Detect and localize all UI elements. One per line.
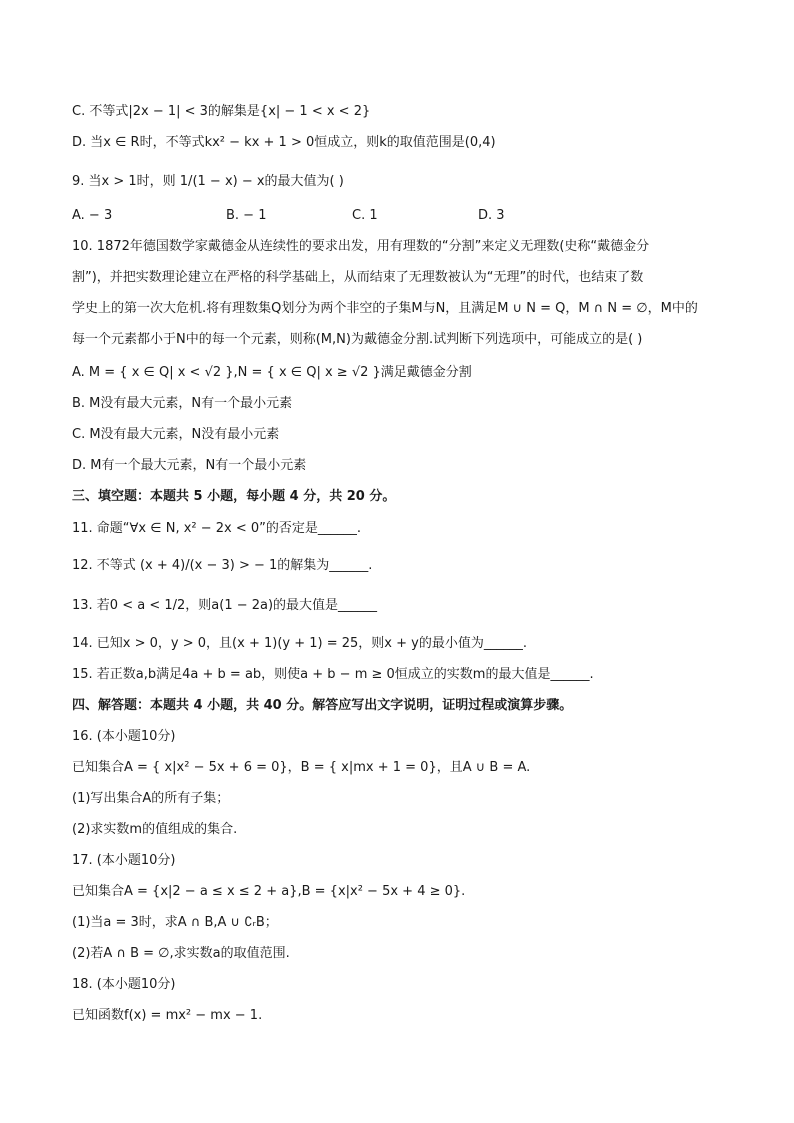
- q9-option-d: D. 3: [478, 208, 505, 223]
- q10-option-b: B. M没有最大元素，N有一个最小元素: [72, 396, 293, 411]
- section-3-heading: 三、填空题：本题共 5 小题，每小题 4 分，共 20 分。: [72, 489, 396, 504]
- q10-option-a: A. M = { x ∈ Q| x < √2 },N = { x ∈ Q| x ≥ √2 }满足戴德金分割: [72, 365, 472, 380]
- question-14: 14. 已知x > 0，y > 0，且(x + 1)(y + 1) = 25，则x + y的最小值为______.: [72, 636, 527, 651]
- question-10-line-4: 每一个元素都小于N中的每一个元素，则称(M,N)为戴德金分割.试判断下列选项中，可能成立的是( ): [72, 332, 643, 347]
- q9-option-b: B. − 1: [226, 208, 267, 223]
- question-16-header: 16. (本小题10分): [72, 729, 176, 744]
- question-10-line-3: 学史上的第一次大危机.将有理数集Q划分为两个非空的子集M与N，且满足M ∪ N = Q，M ∩ N = ∅，M中的: [72, 301, 698, 316]
- q9-option-a: A. − 3: [72, 208, 113, 223]
- q10-option-d: D. M有一个最大元素，N有一个最小元素: [72, 458, 307, 473]
- option-d-k-range: D. 当x ∈ R时，不等式kx² − kx + 1 > 0恒成立，则k的取值范围是(0,4): [72, 135, 496, 150]
- question-17-header: 17. (本小题10分): [72, 853, 176, 868]
- question-17-body: 已知集合A = {x|2 − a ≤ x ≤ 2 + a},B = {x|x² − 5x + 4 ≥ 0}.: [72, 884, 466, 899]
- q9-option-c: C. 1: [352, 208, 378, 223]
- question-17-part-2: (2)若A ∩ B = ∅,求实数a的取值范围.: [72, 946, 290, 961]
- question-15: 15. 若正数a,b满足4a + b = ab，则使a + b − m ≥ 0恒成立的实数m的最大值是______.: [72, 667, 594, 682]
- option-c-inequality: C. 不等式|2x − 1| < 3的解集是{x| − 1 < x < 2}: [72, 104, 371, 119]
- question-13: 13. 若0 < a < 1/2，则a(1 − 2a)的最大值是______: [72, 598, 378, 613]
- question-11: 11. 命题“∀x ∈ N, x² − 2x < 0”的否定是______.: [72, 521, 362, 536]
- section-4-heading: 四、解答题：本题共 4 小题，共 40 分。解答应写出文字说明，证明过程或演算步骤。: [72, 698, 573, 713]
- question-16-part-1: (1)写出集合A的所有子集；: [72, 791, 230, 806]
- question-17-part-1: (1)当a = 3时，求A ∩ B,A ∪ ∁ᵣB；: [72, 915, 278, 930]
- question-18-body: 已知函数f(x) = mx² − mx − 1.: [72, 1008, 263, 1023]
- question-16-part-2: (2)求实数m的值组成的集合.: [72, 822, 238, 837]
- question-12: 12. 不等式 (x + 4)/(x − 3) > − 1的解集为______.: [72, 558, 373, 573]
- question-18-header: 18. (本小题10分): [72, 977, 176, 992]
- question-9: 9. 当x > 1时，则 1/(1 − x) − x的最大值为( ): [72, 174, 344, 189]
- q10-option-c: C. M没有最大元素，N没有最小元素: [72, 427, 280, 442]
- question-10-line-2: 割”)，并把实数理论建立在严格的科学基础上，从而结束了无理数被认为“无理”的时代，也结束了数: [72, 270, 644, 285]
- question-10-line-1: 10. 1872年德国数学家戴德金从连续性的要求出发，用有理数的“分割”来定义无理数(史称“戴德金分: [72, 239, 650, 254]
- question-16-body: 已知集合A = { x|x² − 5x + 6 = 0}，B = { x|mx + 1 = 0}，且A ∪ B = A.: [72, 760, 531, 775]
